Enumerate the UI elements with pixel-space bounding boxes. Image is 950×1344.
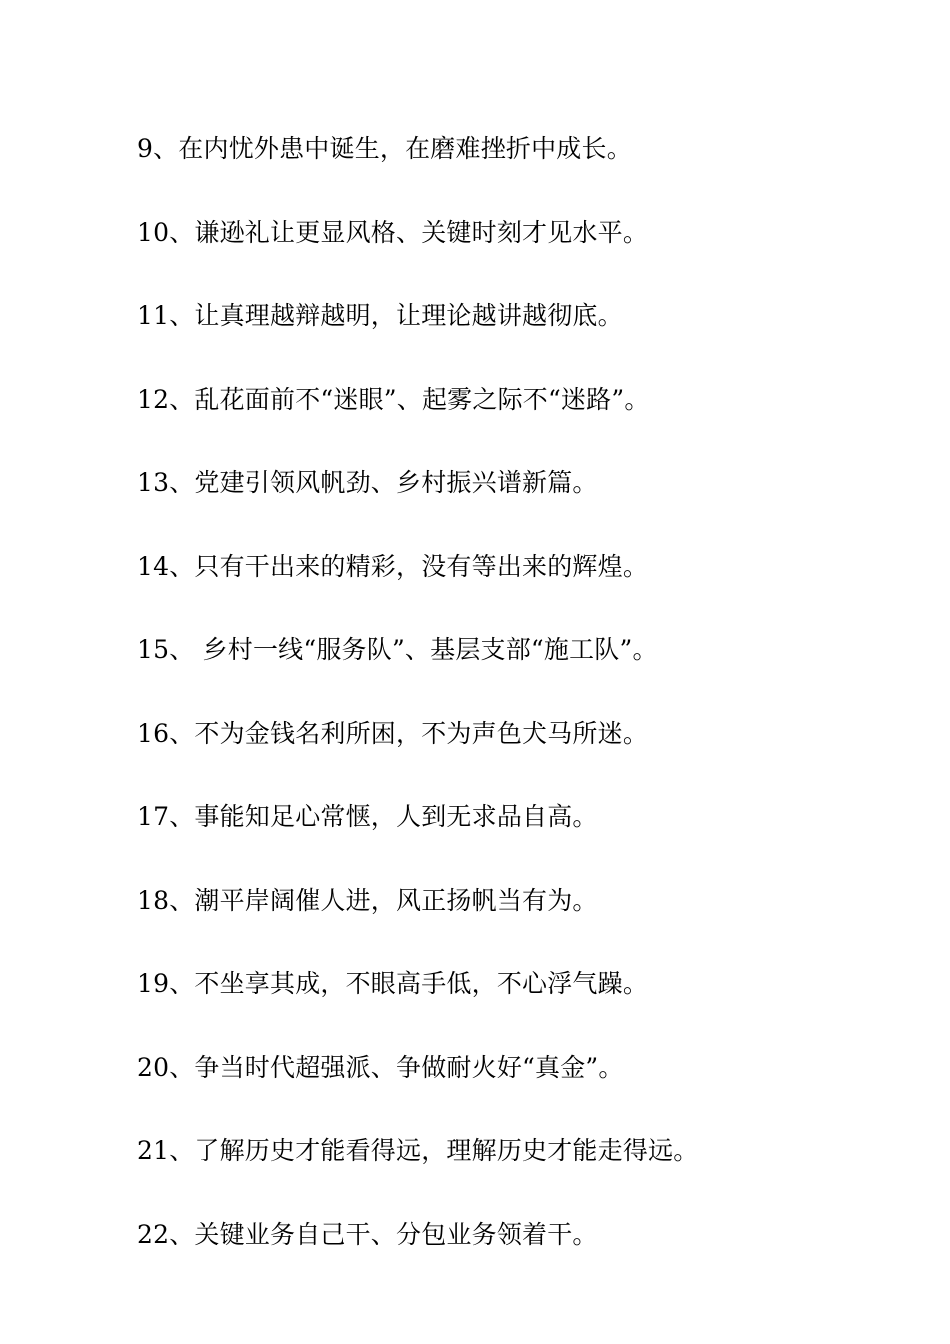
list-item: 19、不坐享其成，不眼高手低，不心浮气躁。	[137, 969, 649, 998]
list-item: 20、争当时代超强派、争做耐火好“真金”。	[137, 1052, 624, 1082]
list-item: 11、让真理越辩越明，让理论越讲越彻底。	[137, 301, 623, 330]
list-item: 21、了解历史才能看得远，理解历史才能走得远。	[137, 1136, 699, 1165]
list-item: 14、只有干出来的精彩，没有等出来的辉煌。	[137, 551, 649, 581]
list-item: 13、党建引领风帆劲、乡村振兴谱新篇。	[137, 468, 598, 497]
list-item: 9、在内忧外患中诞生，在磨难挫折中成长。	[137, 134, 632, 163]
list-item: 17、事能知足心常惬，人到无求品自高。	[137, 802, 598, 831]
list-item: 10、谦逊礼让更显风格、关键时刻才见水平。	[137, 217, 649, 247]
list-item: 16、不为金钱名利所困，不为声色犬马所迷。	[137, 718, 649, 748]
list-item: 12、乱花面前不“迷眼”、起雾之际不“迷路”。	[137, 384, 650, 414]
list-item: 22、关键业务自己干、分包业务领着干。	[137, 1219, 598, 1249]
slogan-list	[137, 128, 897, 1297]
list-item: 18、潮平岸阔催人进，风正扬帆当有为。	[137, 885, 598, 915]
list-item: 15、 乡村一线“服务队”、基层支部“施工队”。	[137, 635, 658, 664]
